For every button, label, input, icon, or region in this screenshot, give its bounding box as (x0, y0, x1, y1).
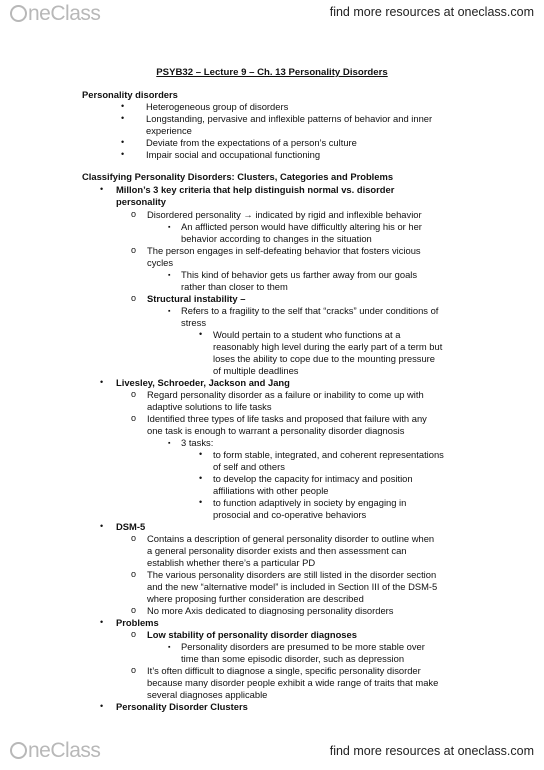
bullet-icon: • (199, 497, 203, 507)
square-bullet-icon: ▪ (168, 272, 171, 279)
list-item-cont: a general personality disorder exists and then assessment can (147, 545, 407, 556)
bullet-icon: • (199, 449, 203, 459)
page-header (0, 0, 544, 28)
list-item: The person engages in self-defeating behavior that fosters vicious (147, 245, 421, 256)
list-item: Millon’s 3 key criteria that help distinguish normal vs. disorder (116, 184, 395, 195)
list-item-cont: stress (181, 317, 207, 328)
square-bullet-icon: ▪ (168, 440, 171, 447)
list-item-cont: establish whether there’s a particular PD (147, 557, 316, 568)
section-heading: Classifying Personality Disorders: Clusters, Categories and Problems (82, 171, 394, 182)
list-item-cont: loses the ability to cope due to the mounting pressure (213, 353, 436, 364)
bullet-icon: • (100, 184, 104, 194)
circle-bullet-icon: o (131, 533, 137, 543)
list-item-cont: several diagnoses applicable (147, 689, 268, 700)
circle-bullet-icon: o (131, 569, 137, 579)
bullet-icon: • (100, 701, 104, 711)
bullet-icon: • (121, 149, 125, 159)
list-item: Personality Disorder Clusters (116, 701, 248, 712)
list-item: Personality disorders are presumed to be more stable over (181, 641, 425, 652)
list-item: An afflicted person would have difficultly altering his or her (181, 221, 422, 232)
bullet-icon: • (100, 377, 104, 387)
circle-bullet-icon: o (131, 413, 137, 423)
list-item-cont: adaptive solutions to life tasks (147, 401, 272, 412)
logo-circle-icon (10, 5, 27, 22)
circle-bullet-icon: o (131, 629, 137, 639)
section-heading: Personality disorders (82, 89, 178, 100)
list-item: Impair social and occupational functioning (146, 149, 321, 160)
list-item: Livesley, Schroeder, Jackson and Jang (116, 377, 290, 388)
list-item-cont: time than some episodic disorder, such as depression (181, 653, 405, 664)
list-item: Longstanding, pervasive and inflexible patterns of behavior and inner (146, 113, 433, 124)
page-footer (0, 740, 544, 770)
list-item: Low stability of personality disorder diagnoses (147, 629, 357, 640)
list-item-cont: personality (116, 196, 167, 207)
list-item: Would pertain to a student who functions at a (213, 329, 401, 340)
list-item-cont: where proposing further consideration are described (147, 593, 364, 604)
list-item: DSM-5 (116, 521, 146, 532)
list-item-cont: cycles (147, 257, 174, 268)
bullet-icon: • (121, 137, 125, 147)
promo-link[interactable]: find more resources at oneclass.com (329, 5, 534, 19)
list-item: This kind of behavior gets us farther away from our goals (181, 269, 418, 280)
list-item: to form stable, integrated, and coherent representations (213, 449, 444, 460)
bullet-icon: • (199, 329, 203, 339)
list-item: Structural instability – (147, 293, 246, 304)
bullet-icon: • (100, 617, 104, 627)
promo-link[interactable]: find more resources at oneclass.com (329, 744, 534, 758)
list-item: Refers to a fragility to the self that “cracks” under conditions of (181, 305, 439, 316)
page-title: PSYB32 – Lecture 9 – Ch. 13 Personality Disorders (156, 67, 388, 78)
list-item-cont: behavior according to changes in the situation (181, 233, 372, 244)
circle-bullet-icon: o (131, 209, 137, 219)
bullet-icon: • (121, 101, 125, 111)
list-item: Identified three types of life tasks and proposed that failure with any (147, 413, 427, 424)
list-item: Disordered personality → indicated by rigid and inflexible behavior (147, 209, 422, 220)
bullet-icon: • (100, 521, 104, 531)
circle-bullet-icon: o (131, 389, 137, 399)
circle-bullet-icon: o (131, 605, 137, 615)
list-item: No more Axis dedicated to diagnosing personality disorders (147, 605, 394, 616)
list-item: 3 tasks: (181, 437, 214, 448)
list-item-cont: one task is enough to warrant a personality disorder diagnosis (147, 425, 405, 436)
square-bullet-icon: ▪ (168, 644, 171, 651)
logo-circle-icon (10, 742, 27, 759)
list-item-cont: reasonably high level during the early part of a term but (213, 341, 443, 352)
list-item-cont: affiliations with other people (213, 485, 329, 496)
list-item: Heterogeneous group of disorders (146, 101, 289, 112)
circle-bullet-icon: o (131, 293, 137, 303)
list-item: Contains a description of general personality disorder to outline when (147, 533, 435, 544)
bullet-icon: • (121, 113, 125, 123)
square-bullet-icon: ▪ (168, 224, 171, 231)
list-item: Problems (116, 617, 159, 628)
list-item: It’s often difficult to diagnose a single, specific personality disorder (147, 665, 421, 676)
oneclass-logo[interactable]: neClass (10, 3, 100, 25)
list-item: The various personality disorders are still listed in the disorder section (147, 569, 437, 580)
list-item: Regard personality disorder as a failure or inability to come up with (147, 389, 424, 400)
list-item: to develop the capacity for intimacy and position (213, 473, 413, 484)
circle-bullet-icon: o (131, 665, 137, 675)
list-item-cont: and the new “alternative model” is included in Section III of the DSM-5 (147, 581, 438, 592)
list-item-cont: prosocial and co-operative behaviors (213, 509, 367, 520)
square-bullet-icon: ▪ (168, 308, 171, 315)
list-item-cont: experience (146, 125, 192, 136)
circle-bullet-icon: o (131, 245, 137, 255)
list-item-cont: because many disorder people exhibit a wide range of traits that make (147, 677, 439, 688)
oneclass-logo[interactable]: neClass (10, 740, 100, 762)
list-item: Deviate from the expectations of a person’s culture (146, 137, 357, 148)
list-item-cont: of multiple deadlines (213, 365, 299, 376)
list-item-cont: rather than closer to them (181, 281, 288, 292)
list-item-cont: of self and others (213, 461, 285, 472)
bullet-icon: • (199, 473, 203, 483)
list-item: to function adaptively in society by engaging in (213, 497, 407, 508)
